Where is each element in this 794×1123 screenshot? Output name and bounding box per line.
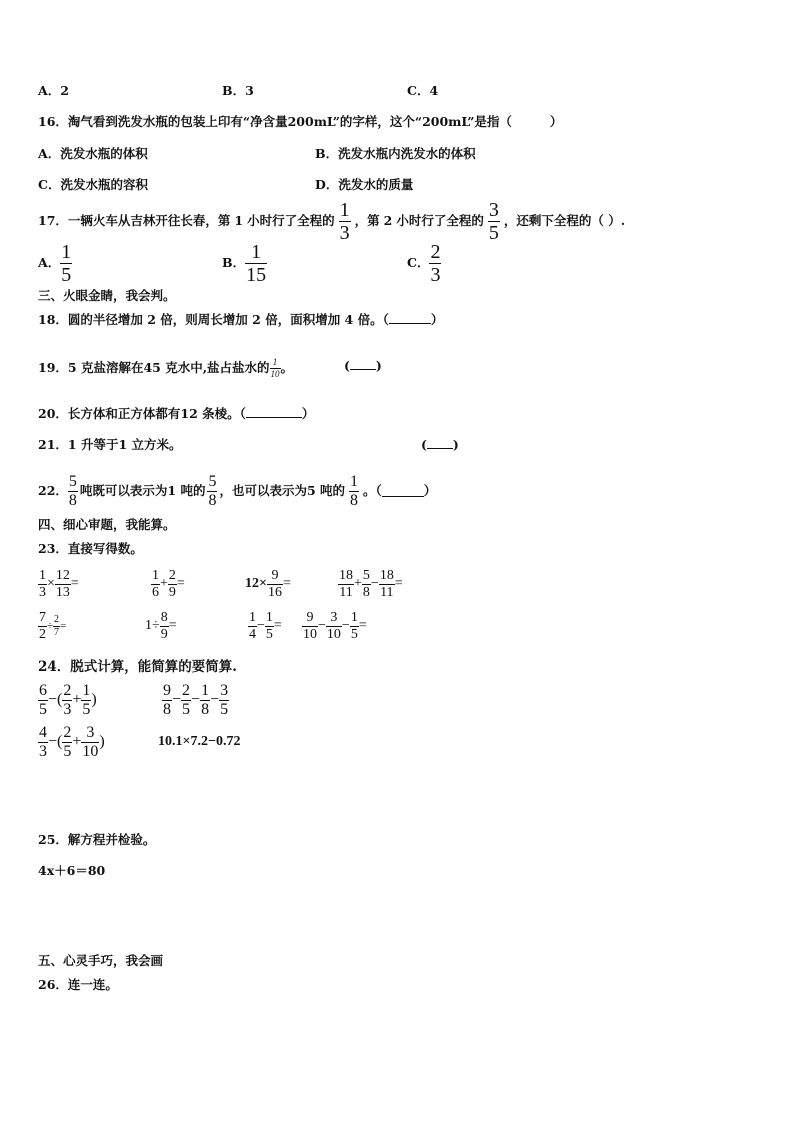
section-5-title: 五、心灵手巧，我会画 xyxy=(38,953,164,968)
whole-number-operator: 12× xyxy=(245,576,267,591)
denominator: 10 xyxy=(82,742,99,760)
fraction xyxy=(81,725,99,760)
q26-title: 26．连一连。 xyxy=(38,977,118,992)
numerator: 1 xyxy=(39,567,46,583)
q17-number: 17． xyxy=(38,213,68,228)
equals-sign: = xyxy=(60,620,67,632)
q18-close-paren: ） xyxy=(430,312,444,327)
q15-option-b: B．3 xyxy=(222,83,254,98)
operator: − xyxy=(318,618,326,633)
denominator: 15 xyxy=(246,263,267,286)
q19-tail: 。 xyxy=(280,360,294,375)
q24-expression-2 xyxy=(162,680,229,720)
q21-answer-paren: ( ) xyxy=(421,437,459,452)
fraction xyxy=(338,569,354,600)
equals-sign: = xyxy=(273,618,282,633)
denominator: 8 xyxy=(201,700,210,718)
q21-question: 21．1 升等于1 立方米。 xyxy=(38,437,182,452)
q20-close-paren: ） xyxy=(301,406,315,421)
denominator: 5 xyxy=(61,263,72,286)
numerator: 2 xyxy=(63,681,72,699)
q20-text: 20．长方体和正方体都有12 条棱。（ xyxy=(38,406,246,421)
denominator: 5 xyxy=(350,626,358,642)
q16-option-a: A．洗发水瓶的体积 xyxy=(38,146,148,161)
q23-expression-2 xyxy=(151,564,185,604)
numerator: 2 xyxy=(54,613,60,625)
section-4-title: 四、细心审题，我能算。 xyxy=(38,517,176,532)
numerator: 1 xyxy=(272,356,278,367)
fraction xyxy=(379,569,395,600)
q17-text-e: ，还剩下全程的（ ）. xyxy=(503,213,626,228)
operator: − xyxy=(370,576,379,591)
operator: − xyxy=(172,691,182,708)
fraction xyxy=(168,569,177,600)
q17-option-c-label: C． xyxy=(407,255,430,270)
operator: −( xyxy=(48,691,63,708)
denominator: 6 xyxy=(152,584,159,600)
numerator: 3 xyxy=(220,681,229,699)
operator: ÷ xyxy=(47,620,54,632)
q23-expression-6 xyxy=(145,606,177,646)
q22-text-b: ，也可以表示为5 吨的 xyxy=(219,483,346,498)
fraction xyxy=(326,611,342,642)
operator: + xyxy=(160,576,168,591)
denominator: 2 xyxy=(39,626,46,642)
numerator: 8 xyxy=(160,609,168,625)
denominator: 10 xyxy=(326,626,341,642)
q18-text: 18．圆的半径增加 2 倍，则周长增加 2 倍，面积增加 4 倍。（ xyxy=(38,312,389,327)
numerator: 1 xyxy=(152,567,159,583)
q17-f2-denominator: 5 xyxy=(488,221,499,244)
fraction xyxy=(38,569,47,600)
q25-title: 25．解方程并检验。 xyxy=(38,832,156,847)
fraction xyxy=(38,725,48,760)
numerator: 18 xyxy=(339,567,353,583)
close-paren: ) xyxy=(91,691,97,708)
fraction xyxy=(55,569,71,600)
q24-expression-4: 10.1×7.2−0.72 xyxy=(158,734,241,749)
q16-text: 淘气看到洗发水瓶的包装上印有“净含量200mL”的字样，这个“200mL”是指（ xyxy=(67,114,512,129)
denominator: 8 xyxy=(208,491,217,509)
operator: − xyxy=(210,691,220,708)
numerator: 1 xyxy=(61,240,72,263)
q20-answer-blank[interactable] xyxy=(246,407,302,418)
q24-title: 24．脱式计算，能简算的要简算. xyxy=(38,659,237,675)
denominator: 5 xyxy=(220,700,229,718)
q17-f1-numerator: 1 xyxy=(339,198,350,221)
denominator: 9 xyxy=(168,584,176,600)
denominator: 9 xyxy=(160,626,168,642)
fraction xyxy=(62,725,72,760)
operator: − xyxy=(191,691,201,708)
q23-expression-4 xyxy=(338,564,403,604)
q17-fraction-1 xyxy=(339,200,351,243)
whole-number-operator: 1÷ xyxy=(145,618,160,633)
q17-text-a: 一辆火车从吉林开往长春，第 xyxy=(67,213,231,228)
q17-option-b-label: B． xyxy=(222,255,246,270)
denominator: 3 xyxy=(39,742,47,760)
q16-option-b: B．洗发水瓶内洗发水的体积 xyxy=(315,146,476,161)
operator: − xyxy=(257,618,265,633)
numerator: 1 xyxy=(350,472,359,490)
fraction xyxy=(81,683,91,718)
q16-question xyxy=(38,114,562,130)
fraction xyxy=(62,683,72,718)
numerator: 18 xyxy=(379,567,394,583)
operator: + xyxy=(72,691,82,708)
denominator: 5 xyxy=(39,700,47,718)
operator: + xyxy=(354,576,362,591)
q22-number: 22． xyxy=(38,483,68,498)
equals-sign: = xyxy=(394,576,403,591)
fraction xyxy=(362,569,371,600)
numerator: 9 xyxy=(306,609,314,625)
numerator: 6 xyxy=(39,681,47,699)
denominator: 16 xyxy=(267,584,282,600)
q17-option-c xyxy=(407,240,441,286)
numerator: 5 xyxy=(208,472,217,490)
q22-close-paren: ） xyxy=(423,483,437,498)
q22-question xyxy=(38,472,436,510)
denominator: 5 xyxy=(265,626,273,642)
q19-question xyxy=(38,354,293,382)
numerator: 1 xyxy=(251,240,262,263)
q23-expression-7 xyxy=(248,606,282,646)
denominator: 5 xyxy=(63,742,72,760)
q18-question xyxy=(38,312,443,328)
numerator: 1 xyxy=(249,609,256,625)
numerator: 1 xyxy=(201,681,210,699)
q17-option-c-fraction xyxy=(429,242,441,285)
q21-answer-blank[interactable] xyxy=(427,438,453,449)
q20-question xyxy=(38,406,314,422)
operator: −( xyxy=(48,733,63,750)
numerator: 1 xyxy=(350,609,358,625)
q17-hour2: 2 xyxy=(383,213,393,228)
numerator: 3 xyxy=(330,609,338,625)
q22-fraction-3 xyxy=(349,474,359,509)
q17-fraction-2 xyxy=(488,200,500,243)
fraction xyxy=(265,611,274,642)
q17-option-a xyxy=(38,240,72,286)
denominator: 8 xyxy=(350,491,359,509)
denominator: 3 xyxy=(39,584,46,600)
fraction xyxy=(181,683,191,718)
fraction xyxy=(38,611,47,642)
numerator: 9 xyxy=(271,567,279,583)
q17-hour1: 1 xyxy=(234,213,244,228)
denominator: 13 xyxy=(55,584,70,600)
equals-sign: = xyxy=(70,576,79,591)
operator: + xyxy=(72,733,82,750)
q23-expression-8 xyxy=(302,606,367,646)
q16-option-c: C．洗发水瓶的容积 xyxy=(38,177,148,192)
numerator: 2 xyxy=(430,240,441,263)
operator: × xyxy=(47,576,55,591)
section-3-title: 三、火眼金睛，我会判。 xyxy=(38,288,176,303)
denominator: 10 xyxy=(303,626,317,642)
q17-option-a-fraction xyxy=(60,242,72,285)
numerator: 9 xyxy=(163,681,171,699)
q17-text-d: 小时行了全程的 xyxy=(396,213,484,228)
q17-option-a-label: A． xyxy=(38,255,61,270)
q16-close-paren: ） xyxy=(549,114,563,129)
denominator: 5 xyxy=(82,700,91,718)
fraction xyxy=(267,569,283,600)
q22-text-c: 。（ xyxy=(363,483,382,498)
numerator: 2 xyxy=(63,723,72,741)
numerator: 7 xyxy=(39,609,46,625)
numerator: 4 xyxy=(39,723,47,741)
q16-option-d: D．洗发水的质量 xyxy=(315,177,414,192)
q23-expression-3 xyxy=(245,564,291,604)
denominator: 8 xyxy=(163,700,171,718)
denominator: 3 xyxy=(63,700,72,718)
q23-title: 23．直接写得数。 xyxy=(38,541,143,556)
denominator: 8 xyxy=(362,584,370,600)
fraction xyxy=(160,611,169,642)
fraction xyxy=(302,611,318,642)
q17-option-b-fraction xyxy=(245,242,267,285)
q18-answer-blank[interactable] xyxy=(389,313,431,324)
q19-answer-paren: ( ) xyxy=(344,358,382,373)
fraction xyxy=(151,569,160,600)
q22-fraction-2 xyxy=(207,474,217,509)
q17-text-b: 小时行了全程的 xyxy=(247,213,335,228)
q17-f1-denominator: 3 xyxy=(339,221,350,244)
close-paren: ) xyxy=(99,733,105,750)
fraction xyxy=(38,683,48,718)
fraction xyxy=(162,683,172,718)
denominator: 7 xyxy=(54,626,60,638)
q24-expression-1 xyxy=(38,680,97,720)
q19-fraction xyxy=(270,358,281,379)
q16-number: 16． xyxy=(38,114,68,129)
denominator: 3 xyxy=(430,263,441,286)
q15-option-a: A．2 xyxy=(38,83,69,98)
q19-answer-blank[interactable] xyxy=(350,359,376,370)
q23-expression-5 xyxy=(38,606,66,646)
q22-text-a: 吨既可以表示为1 吨的 xyxy=(79,483,206,498)
denominator: 11 xyxy=(380,584,394,600)
fraction xyxy=(248,611,257,642)
numerator: 2 xyxy=(182,681,191,699)
q15-option-c: C．4 xyxy=(407,83,439,98)
numerator: 5 xyxy=(362,567,370,583)
q17-text-c: ，第 xyxy=(354,213,380,228)
fraction xyxy=(350,611,359,642)
equals-sign: = xyxy=(282,576,291,591)
fraction xyxy=(200,683,210,718)
numerator: 12 xyxy=(55,567,70,583)
q25-equation: 4x＋6＝80 xyxy=(38,863,106,878)
denominator: 8 xyxy=(68,491,77,509)
q19-text: 19．5 克盐溶解在45 克水中,盐占盐水的 xyxy=(38,360,270,375)
equals-sign: = xyxy=(358,618,367,633)
q24-expression-3 xyxy=(38,722,105,762)
numerator: 1 xyxy=(82,681,91,699)
denominator: 5 xyxy=(182,700,191,718)
q22-fraction-1 xyxy=(68,474,78,509)
numerator: 5 xyxy=(68,472,77,490)
q17-question xyxy=(38,200,625,242)
numerator: 2 xyxy=(168,567,176,583)
denominator: 4 xyxy=(249,626,256,642)
denominator: 10 xyxy=(270,368,280,379)
fraction xyxy=(219,683,229,718)
q23-expression-1 xyxy=(38,564,79,604)
numerator: 1 xyxy=(265,609,273,625)
q17-option-b xyxy=(222,240,267,286)
q17-f2-numerator: 3 xyxy=(488,198,499,221)
q22-answer-blank[interactable] xyxy=(382,486,424,497)
equals-sign: = xyxy=(168,618,177,633)
fraction xyxy=(53,615,60,638)
numerator: 3 xyxy=(86,723,95,741)
operator: − xyxy=(341,618,350,633)
denominator: 11 xyxy=(339,584,353,600)
equals-sign: = xyxy=(176,576,185,591)
